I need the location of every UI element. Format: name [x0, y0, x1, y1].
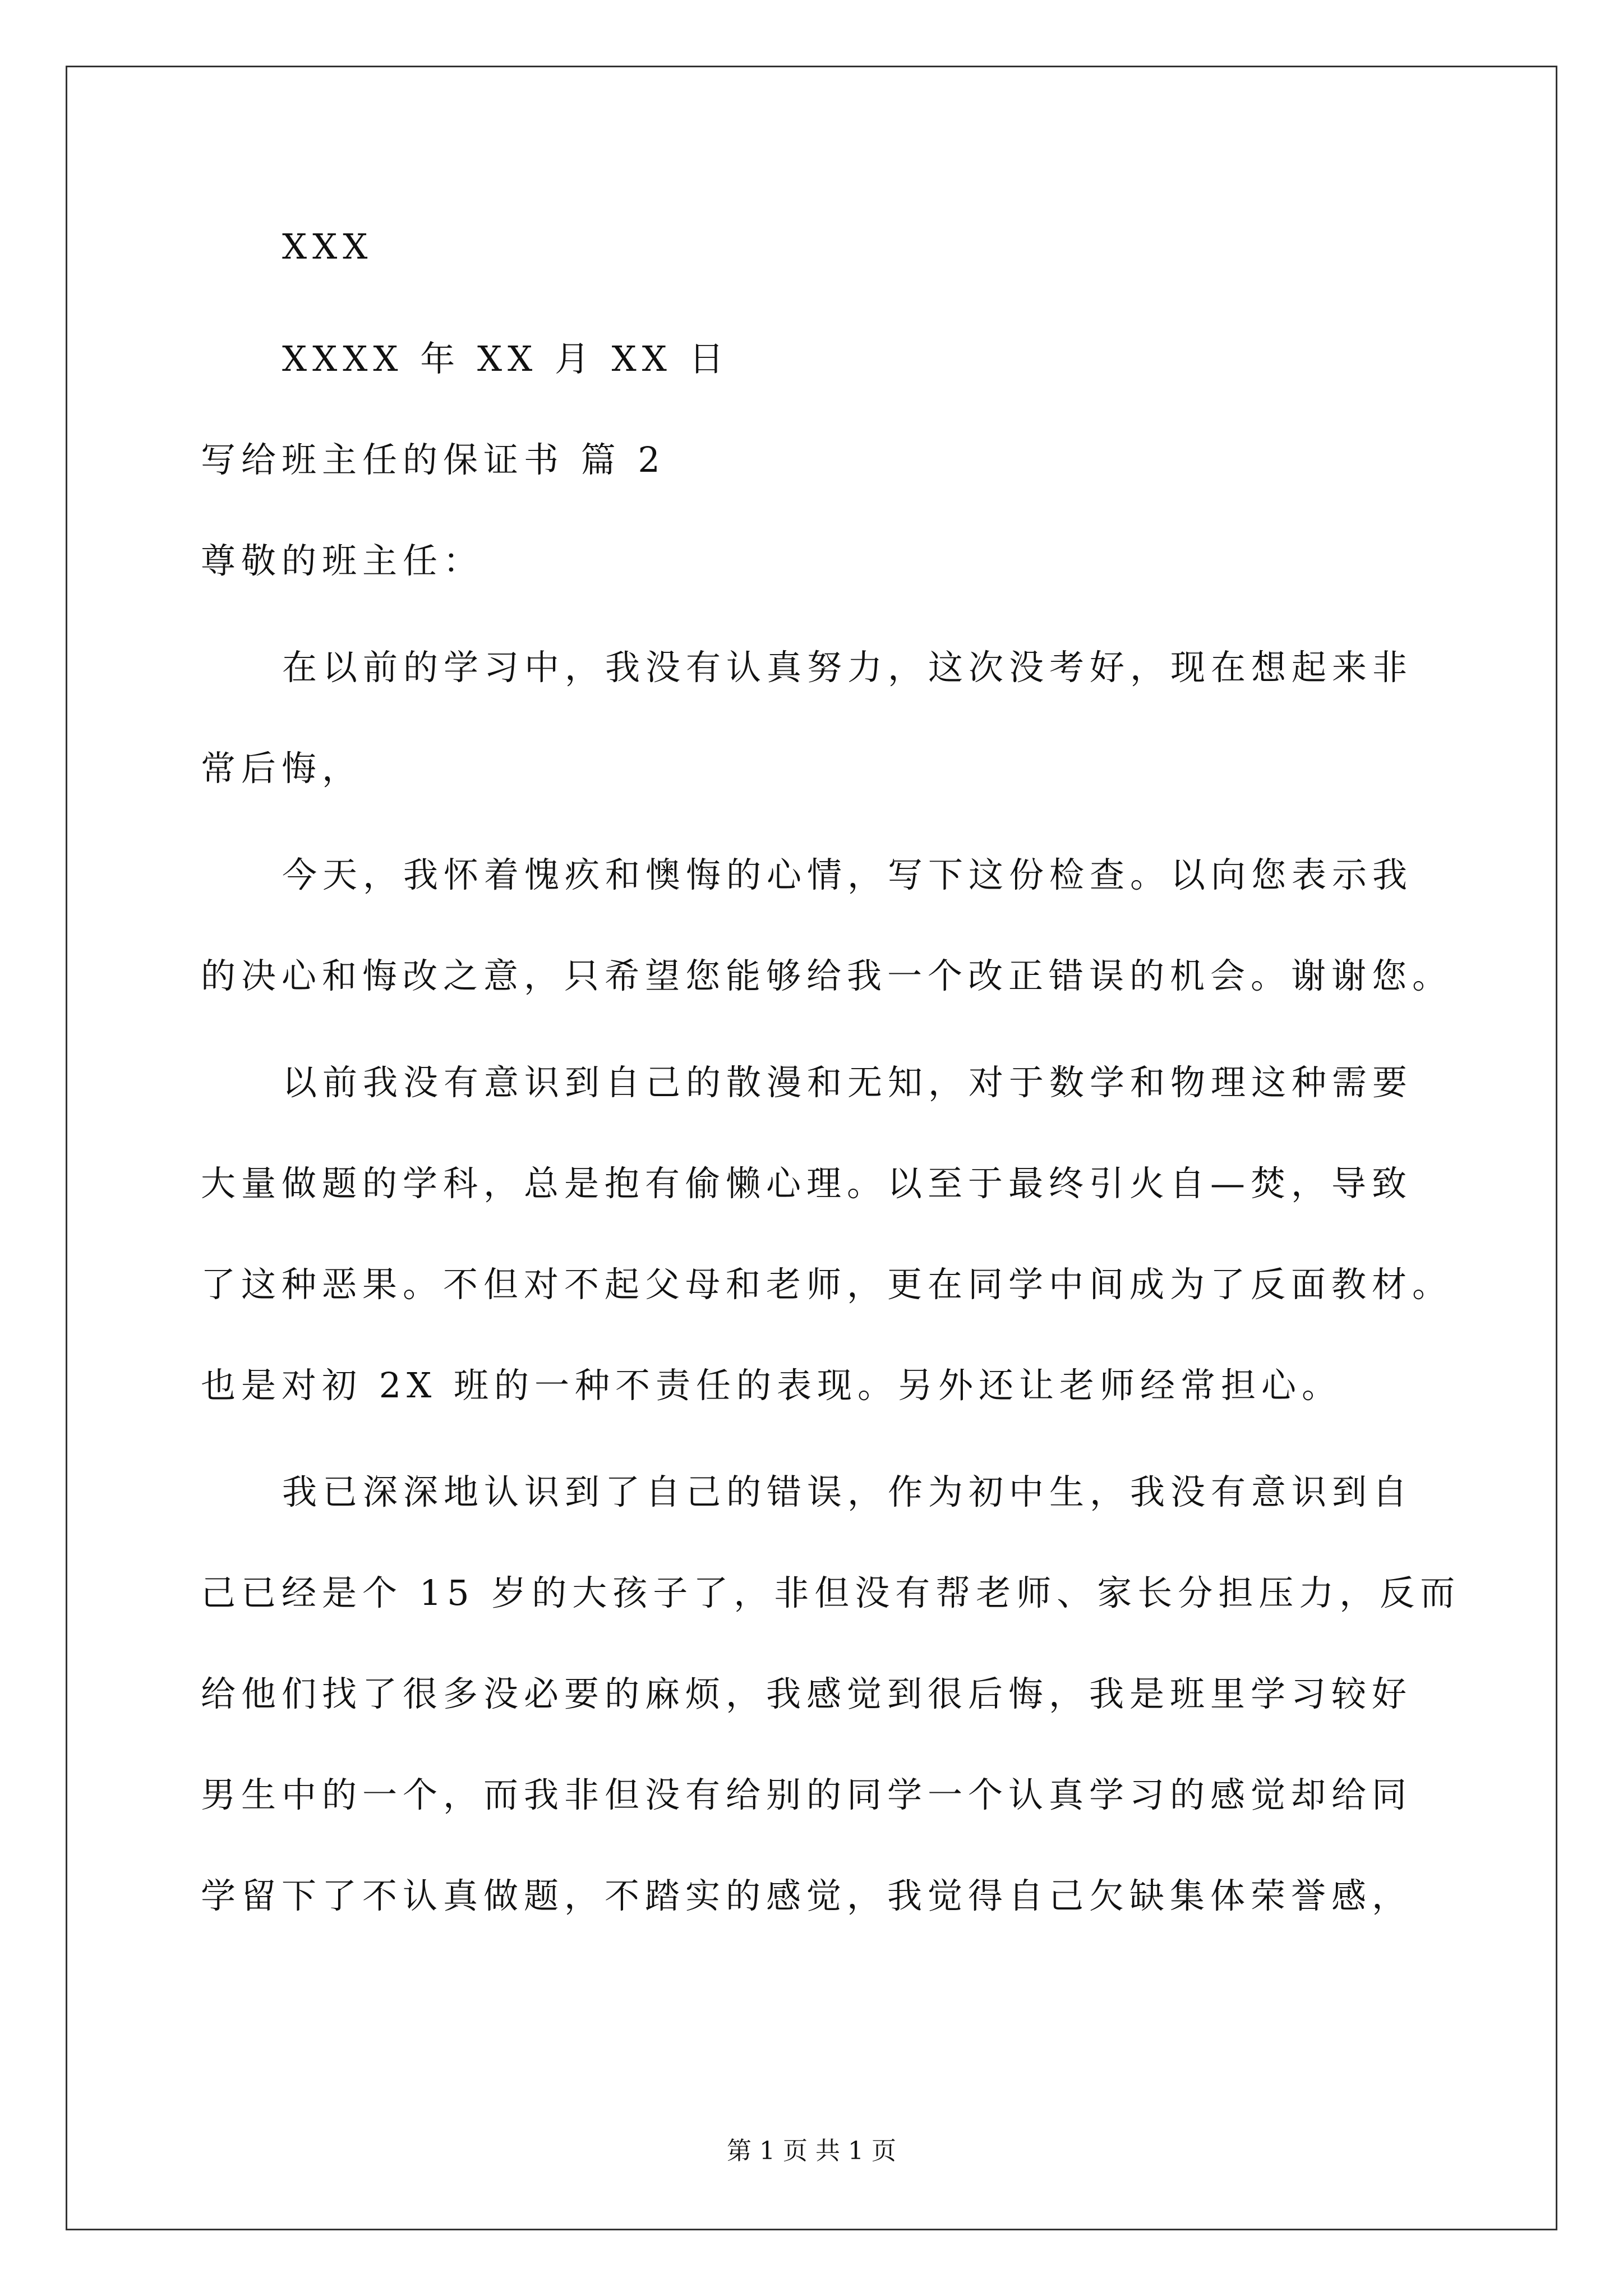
paragraph-4-line-5: 学留下了不认真做题，不踏实的感觉，我觉得自己欠缺集体荣誉感，: [201, 1875, 1413, 1916]
signature-date: XXXX 年 XX 月 XX 日: [282, 338, 730, 379]
paragraph-3-line-2: 大量做题的学科，总是抱有偷懒心理。以至于最终引火自—焚，导致: [201, 1163, 1413, 1204]
page-number-footer: 第 1 页 共 1 页: [727, 2137, 896, 2165]
paragraph-2-line-1: 今天，我怀着愧疚和懊悔的心情，写下这份检查。以向您表示我: [282, 854, 1413, 895]
paragraph-3-line-1: 以前我没有意识到自己的散漫和无知，对于数学和物理这种需要: [282, 1062, 1413, 1103]
signature-name: XXX: [282, 226, 374, 267]
paragraph-1-line-2: 常后悔，: [201, 748, 363, 789]
paragraph-4-line-4: 男生中的一个，而我非但没有给别的同学一个认真学习的感觉却给同: [201, 1774, 1413, 1815]
paragraph-4-line-3: 给他们找了很多没必要的麻烦，我感觉到很后悔，我是班里学习较好: [201, 1673, 1413, 1714]
paragraph-3-line-4: 也是对初 2X 班的一种不责任的表现。另外还让老师经常担心。: [201, 1365, 1343, 1406]
paragraph-4-line-1: 我已深深地认识到了自己的错误，作为初中生，我没有意识到自: [282, 1471, 1413, 1512]
section-title: 写给班主任的保证书 篇 2: [201, 439, 666, 480]
paragraph-4-line-2: 己已经是个 15 岁的大孩子了，非但没有帮老师、家长分担压力，反而: [201, 1572, 1461, 1613]
salutation: 尊敬的班主任：: [201, 540, 484, 581]
paragraph-2-line-2: 的决心和悔改之意，只希望您能够给我一个改正错误的机会。谢谢您。: [201, 955, 1453, 996]
paragraph-1-line-1: 在以前的学习中，我没有认真努力，这次没考好，现在想起来非: [282, 647, 1413, 688]
paragraph-3-line-3: 了这种恶果。不但对不起父母和老师，更在同学中间成为了反面教材。: [201, 1264, 1453, 1305]
